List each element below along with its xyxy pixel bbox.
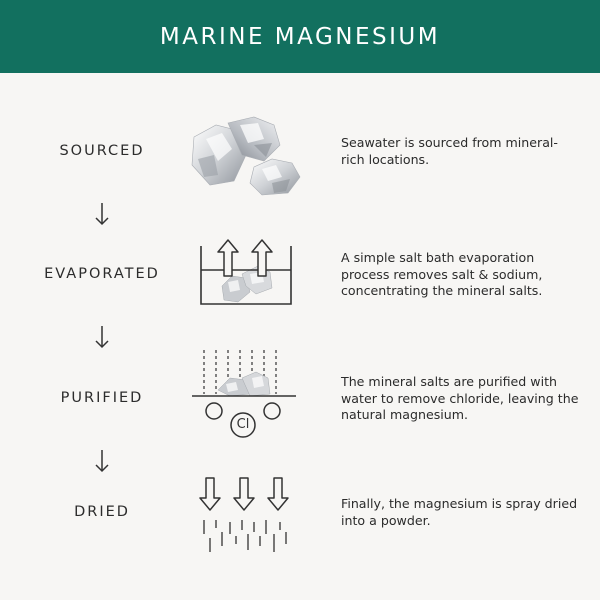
evaporation-bath-icon [198,236,294,308]
crystals-icon [188,115,308,200]
down-arrow-icon [92,200,112,228]
step-label-purified: PURIFIED [60,390,144,406]
step-description-evaporated: A simple salt bath evaporation process removes salt & sodium, concentrating the mineral salts. [341,250,543,298]
step-description-purified: The mineral salts are purified with water to remove chloride, leaving the natural magnesium. [341,374,579,422]
step-label-evaporated: EVAPORATED [44,266,160,282]
down-arrow-icon [92,447,112,475]
chloride-symbol: Cl [236,417,250,432]
header-bar [0,0,600,73]
step-label-dried: DRIED [74,504,130,520]
page-title: MARINE MAGNESIUM [159,23,441,50]
step-description-dried: Finally, the magnesium is spray dried into a powder. [341,496,578,528]
down-arrow-icon [92,323,112,351]
step-label-sourced: SOURCED [59,143,145,159]
spray-dry-icon [196,476,296,556]
step-description-sourced: Seawater is sourced from mineral-rich locations. [341,135,558,167]
